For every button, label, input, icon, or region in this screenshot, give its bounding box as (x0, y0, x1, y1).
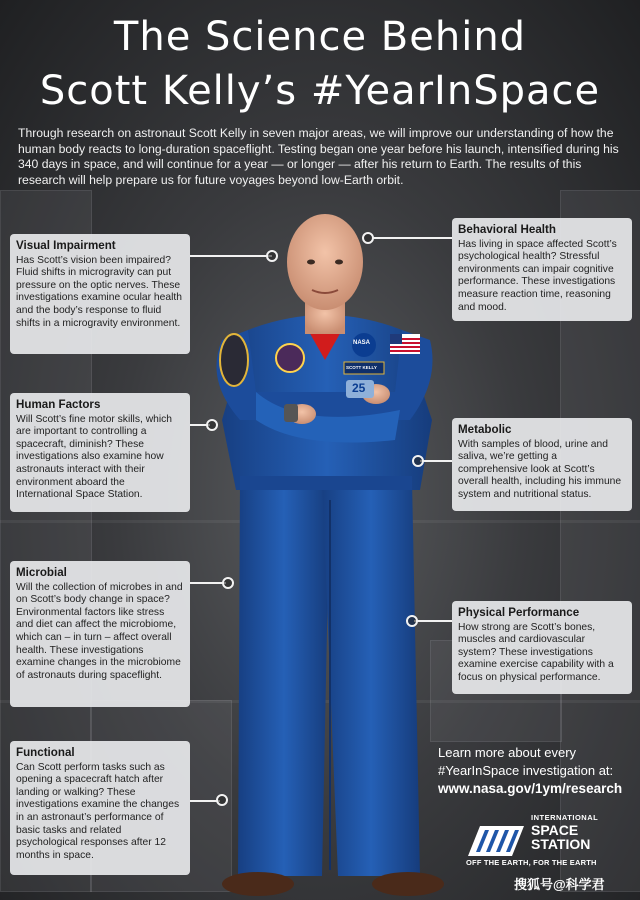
connector-line (372, 237, 452, 239)
learn-more-url[interactable]: www.nasa.gov/1ym/research (438, 781, 623, 796)
connector-dot (406, 615, 418, 627)
card-title: Microbial (16, 566, 67, 579)
card-body: Has Scott’s vision been impaired? Fluid shifts in microgravity can put pressure on the optic nerves. These investigations examine ocular health and the body’s response to fluid shifts in a microgravity environment. (16, 254, 182, 329)
learn-more-block (438, 744, 634, 798)
card-visual-impairment (10, 234, 190, 354)
learn-more-line2: #YearInSpace investigation at: (438, 763, 614, 778)
patch-25-text: 25 (352, 381, 366, 395)
card-body: How strong are Scott’s bones, muscles and cardiovascular system? These investigations examine exercise capability with a focus on physical performance. (458, 621, 614, 683)
card-physical-performance (452, 601, 632, 694)
card-title: Human Factors (16, 398, 101, 411)
card-body: With samples of blood, urine and saliva, we’re getting a comprehensive look at Scott’s overall health, including his immune system and nutritional status. (458, 438, 622, 500)
connector-dot (206, 419, 218, 431)
intro-paragraph: Through research on astronaut Scott Kelly in seven major areas, we will improve our understanding of how the human body reacts to long-duration spaceflight. Testing began one year before his launch, intensified during his 340 days in space, and will continue for a year — or longer — after his return to Earth. The results of this research will help prepare us for future voyages beyond low-Earth orbit. (18, 126, 619, 187)
page-title-line1: The Science Behind (113, 14, 527, 60)
iss-logo-line2: STATION (531, 836, 591, 852)
card-title: Metabolic (458, 423, 512, 436)
connector-line (190, 255, 272, 257)
iss-logo-line1: SPACE (531, 822, 579, 838)
connector-dot (266, 250, 278, 262)
connector-dot (362, 232, 374, 244)
connector-dot (216, 794, 228, 806)
name-tag-text: SCOTT KELLY (346, 365, 377, 370)
page-title-line2: Scott Kelly’s #YearInSpace (39, 68, 601, 114)
card-body: Has living in space affected Scott’s psychological health? Stressful environments can impair cognitive performance. These investigations measure reaction time, reasoning and mood. (458, 238, 617, 313)
connector-dot (222, 577, 234, 589)
iss-logo-title (531, 823, 590, 851)
card-functional (10, 741, 190, 875)
card-body: Will Scott’s fine motor skills, which are important to controlling a spacecraft, diminish? These investigations also examine how astronauts interact with their environment aboard the International Space Station. (16, 413, 173, 501)
nasa-patch-text: NASA (353, 340, 371, 346)
learn-more-line1: Learn more about every (438, 745, 577, 760)
watermark: 搜狐号@科学君 (514, 877, 605, 892)
connector-line (414, 620, 452, 622)
card-human-factors (10, 393, 190, 512)
card-title: Physical Performance (458, 606, 580, 619)
card-title: Visual Impairment (16, 239, 116, 252)
card-title: Behavioral Health (458, 223, 556, 236)
card-body: Will the collection of microbes in and on Scott’s body change in space? Environmental factors like stress and diet can affect the microbiome, which can – in turn – affect overall health. These investigations examine changes in the microbiome of astronauts during spaceflight. (16, 581, 183, 681)
connector-dot (412, 455, 424, 467)
iss-logo-small-text: INTERNATIONAL (531, 813, 599, 822)
card-body: Can Scott perform tasks such as opening a spacecraft hatch after landing or walking? These investigations examine the changes in an astronaut’s performance of basic tasks and related psychological responses after 12 months in space. (16, 761, 180, 861)
iss-tagline: OFF THE EARTH, FOR THE EARTH (466, 858, 597, 867)
card-metabolic (452, 418, 632, 511)
card-title: Functional (16, 746, 75, 759)
card-microbial (10, 561, 190, 707)
connector-line (420, 460, 452, 462)
connector-line (190, 582, 226, 584)
card-behavioral-health (452, 218, 632, 321)
